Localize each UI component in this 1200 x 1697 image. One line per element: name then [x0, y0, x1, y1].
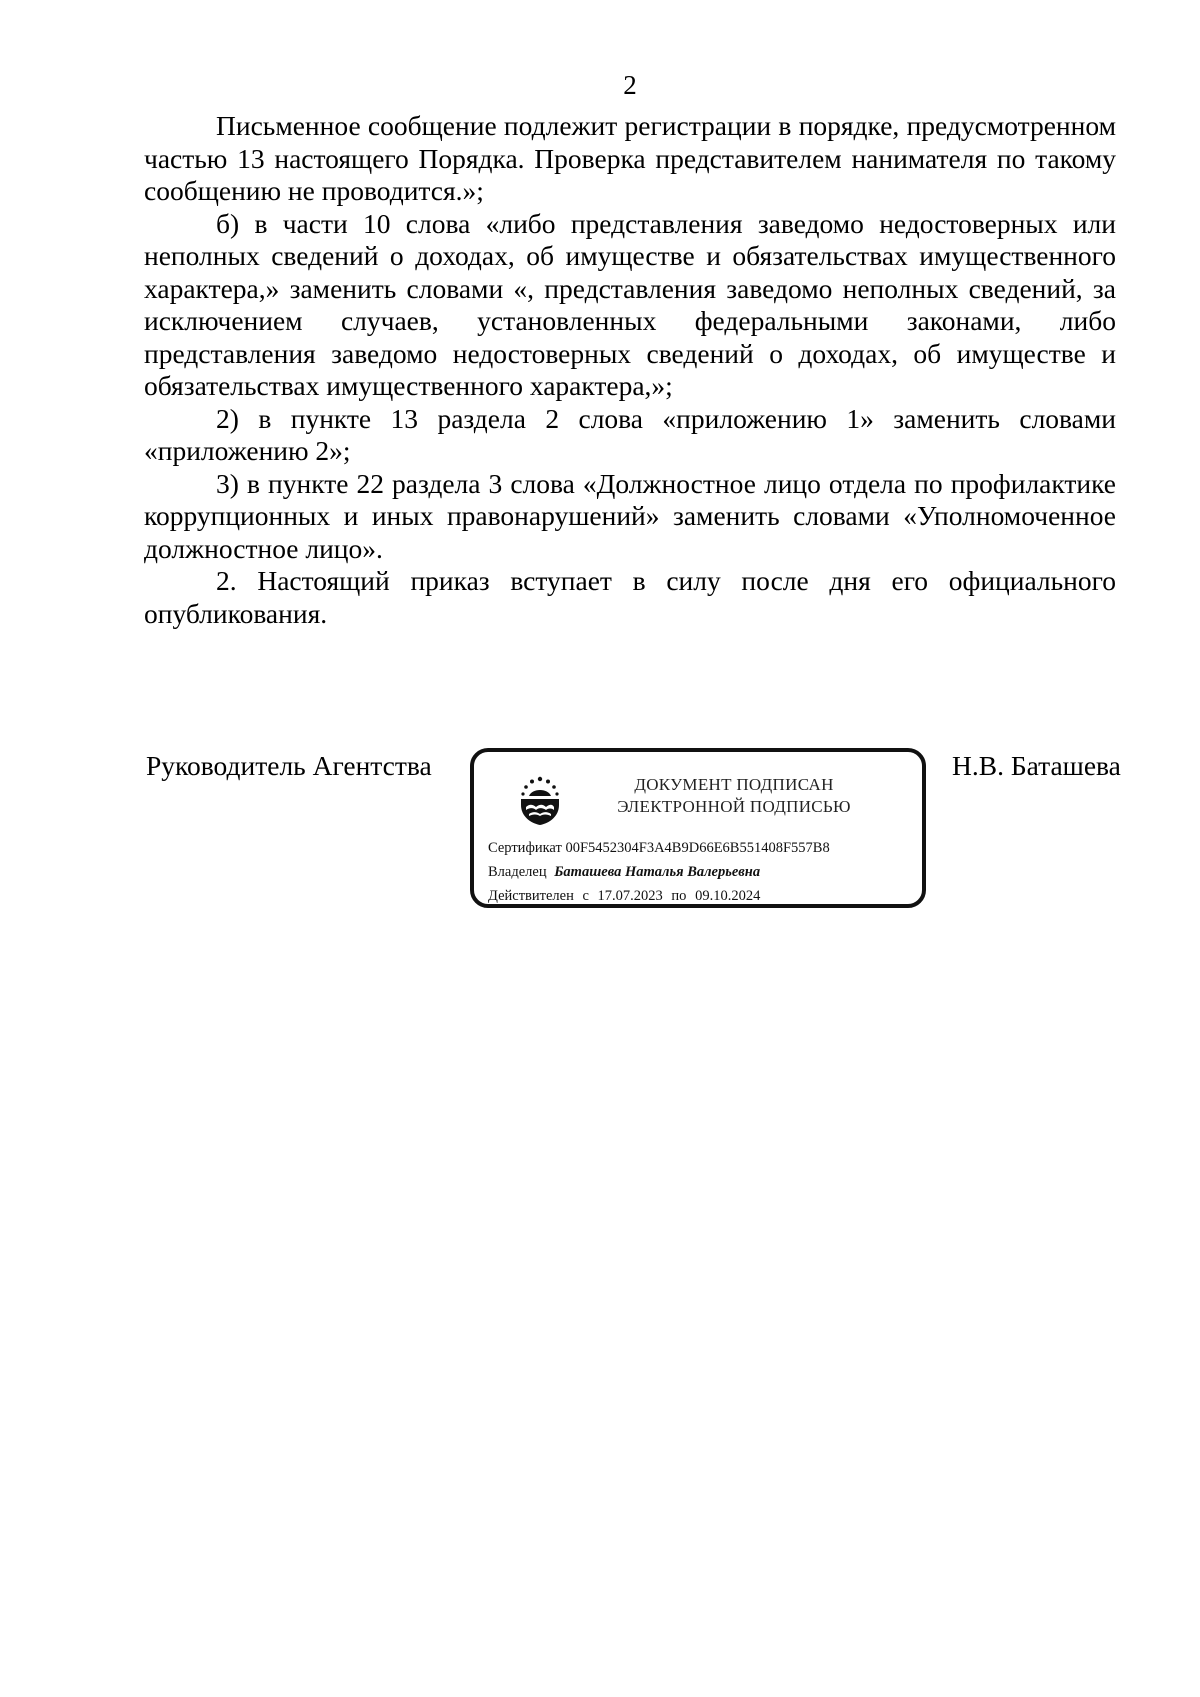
stamp-heading [584, 774, 884, 818]
paragraph: Письменное сообщение подлежит регистрации в порядке, предусмотренном частью 13 настоящего Порядка. Проверка представителем нанимателя по такому сообщению не проводится.»; [144, 110, 1116, 206]
paragraph: 3) в пункте 22 раздела 3 слова «Должностное лицо отдела по профилактике коррупционных и иных правонарушений» заменить словами «Уполномоченное должностное лицо». [144, 467, 1116, 564]
stamp-owner-row [488, 860, 918, 884]
electronic-signature-stamp [470, 748, 926, 908]
owner-label: Владелец [488, 864, 547, 880]
paragraph: 2. Настоящий приказ вступает в силу после дня его официального опубликования. [144, 565, 1116, 629]
certificate-value: 00F5452304F3A4B9D66E6B551408F557B8 [565, 840, 830, 856]
signer-name: Н.В. Баташева [952, 750, 1121, 781]
document-body [144, 110, 1116, 630]
page-number: 2 [623, 70, 637, 100]
stamp-details [488, 836, 918, 908]
stamp-heading-line: ДОКУМЕНТ ПОДПИСАН [634, 775, 834, 794]
stamp-certificate-row [488, 836, 918, 860]
valid-to-date: 09.10.2024 [695, 888, 761, 904]
paragraph: б) в части 10 слова «либо представления заведомо недостоверных или неполных сведений о доходах, об имуществе и обязательствах имущественного характера,» заменить словами «, представления заведомо неполных сведений, за исключением случаев, установленных федеральными законами, либо представления заведомо недостоверных сведений о доходах, об имуществе и обязательствах имущественного характера,»; [144, 207, 1116, 401]
valid-label: Действителен [488, 888, 574, 904]
certificate-label: Сертификат [488, 840, 562, 856]
paragraph: 2) в пункте 13 раздела 2 слова «приложению 1» заменить словами «приложению 2»; [144, 402, 1116, 466]
coat-of-arms-icon [512, 772, 568, 828]
valid-from-date: 17.07.2023 [597, 888, 663, 904]
stamp-validity-row [488, 884, 918, 908]
stamp-heading-line: ЭЛЕКТРОННОЙ ПОДПИСЬЮ [617, 797, 851, 816]
valid-to-label: по [671, 888, 687, 904]
valid-from-label: с [582, 888, 589, 904]
signer-position-title: Руководитель Агентства [146, 750, 432, 781]
owner-value: Баташева Наталья Валерьевна [554, 864, 761, 880]
